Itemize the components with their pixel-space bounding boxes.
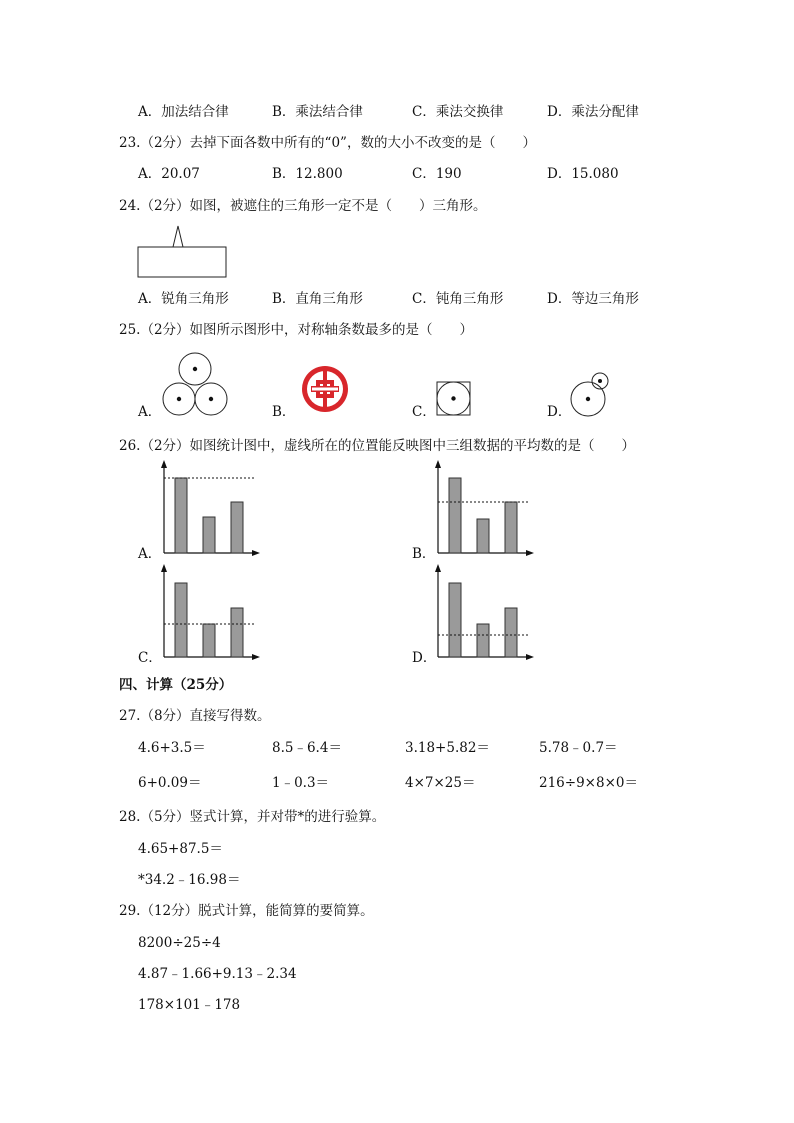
q26-label-d: D． (412, 650, 437, 666)
q23-option-d: D．15.080 (547, 166, 619, 182)
q24-figure-covered-triangle (136, 222, 230, 282)
q22-option-d: D．乘法分配律 (547, 104, 639, 120)
q26-chart-c (154, 564, 264, 664)
q26-chart-d (428, 564, 538, 664)
q25-label-d: D． (547, 404, 572, 420)
q28-item: *34.2﹣16.98＝ (138, 872, 241, 888)
q27-item: 216÷9×8×0＝ (539, 775, 638, 791)
q24-option-d: D．等边三角形 (547, 291, 639, 307)
q25-label-b: B． (272, 404, 296, 420)
q22-option-a: A．加法结合律 (138, 104, 229, 120)
q25-label-c: C． (412, 404, 436, 420)
q22-option-c: C．乘法交换律 (412, 104, 504, 120)
q28-item: 4.65+87.5＝ (138, 841, 223, 857)
q29-item: 4.87﹣1.66+9.13﹣2.34 (138, 966, 297, 982)
q26-chart-b (428, 460, 538, 560)
q27-item: 3.18+5.82＝ (405, 740, 490, 756)
q23-option-a: A．20.07 (138, 166, 200, 182)
q24-option-c: C．钝角三角形 (412, 291, 504, 307)
q23-option-c: C．190 (412, 166, 462, 182)
q27-item: 5.78﹣0.7＝ (539, 740, 618, 756)
q23-option-b: B．12.800 (272, 166, 343, 182)
q27-stem: 27.（8分）直接写得数。 (119, 708, 271, 724)
q26-stem: 26.（2分）如图统计图中，虚线所在的位置能反映图中三组数据的平均数的是（ ） (119, 438, 636, 454)
q23-stem: 23.（2分）去掉下面各数中所有的“0”，数的大小不改变的是（ ） (119, 135, 536, 151)
q27-item: 1﹣0.3＝ (272, 775, 330, 791)
section-title: 四、计算（25分） (119, 677, 233, 693)
q25-figure-a-three-circles (158, 352, 232, 418)
q25-figure-d-two-circles (570, 372, 612, 418)
q28-stem: 28.（5分）竖式计算，并对带*的进行验算。 (119, 809, 386, 825)
q26-chart-a (154, 460, 264, 560)
q24-stem: 24.（2分）如图，被遮住的三角形一定不是（ ）三角形。 (119, 198, 487, 214)
q29-item: 8200÷25÷4 (138, 935, 221, 951)
q26-label-c: C． (138, 650, 162, 666)
q25-label-a: A． (138, 404, 162, 420)
q24-option-a: A．锐角三角形 (138, 291, 229, 307)
q27-item: 8.5﹣6.4＝ (272, 740, 342, 756)
q24-option-b: B．直角三角形 (272, 291, 363, 307)
q22-option-b: B．乘法结合律 (272, 104, 363, 120)
q26-label-b: B． (412, 546, 436, 562)
q25-stem: 25.（2分）如图所示图形中，对称轴条数最多的是（ ） (119, 322, 474, 338)
q27-item: 4×7×25＝ (405, 775, 476, 791)
q29-item: 178×101﹣178 (138, 997, 241, 1013)
q25-figure-b-coin-logo (301, 365, 349, 413)
q25-figure-c-circle-in-square (436, 381, 472, 417)
q26-label-a: A． (138, 546, 162, 562)
q27-item: 4.6+3.5＝ (138, 740, 206, 756)
q27-item: 6+0.09＝ (138, 775, 202, 791)
q29-stem: 29.（12分）脱式计算，能简算的要简算。 (119, 903, 374, 919)
